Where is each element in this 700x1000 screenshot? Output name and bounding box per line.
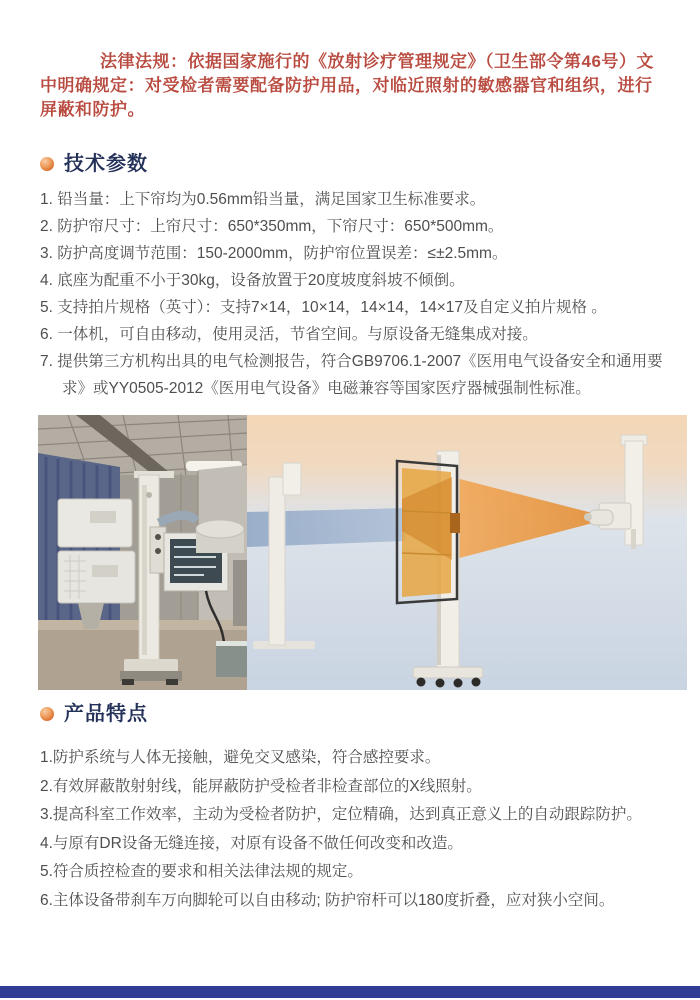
feature-item-4: 4.与原有DR设备无缝连接，对原有设备不做任何改变和改造。 (40, 834, 463, 852)
feature-item-2: 2.有效屏蔽散射射线，能屏蔽防护受检者非检查部位的X线照射。 (40, 777, 482, 795)
protective-curtain-panel (397, 461, 460, 603)
orange-sphere-bullet-icon (40, 157, 54, 171)
features-list (40, 744, 666, 915)
tech-item-7: 7. 提供第三方机构出具的电气检测报告，符合GB9706.1-2007《医用电气设备安全和通用要求》或YY0505-2012《医用电气设备》电磁兼容等国家医疗器械强制性标准。 (40, 353, 663, 397)
legal-notice: 法律法规：依据国家施行的《放射诊疗管理规定》（卫生部令第46号）文中明确规定：对受检者需要配备防护用品，对临近照射的敏感器官和组织，进行屏蔽和防护。 (40, 52, 654, 119)
machine-drum (196, 520, 244, 553)
footer-accent-bar (0, 986, 700, 998)
features-header (40, 700, 148, 728)
tech-item-4: 4. 底座为配重不小于30kg，设备放置于20度坡度斜坡不倾倒。 (40, 272, 465, 289)
protection-curtain-beam-render (247, 415, 687, 690)
orange-sphere-bullet-icon (40, 707, 54, 721)
tech-item-6: 6. 一体机，可自由移动，使用灵活，节省空间。与原设备无缝集成对接。 (40, 326, 538, 343)
tech-item-1: 1. 铅当量：上下帘均为0.56mm铅当量，满足国家卫生标准要求。 (40, 191, 486, 208)
feature-item-5: 5.符合质控检查的要求和相关法律法规的规定。 (40, 863, 363, 880)
tech-params-title: 技术参数 (64, 153, 148, 175)
tech-item-2: 2. 防护帘尺寸：上帘尺寸：650*350mm，下帘尺寸：650*500mm。 (40, 218, 504, 235)
product-figures (38, 415, 687, 690)
x-ray-room-photo (38, 415, 247, 690)
tech-item-3: 3. 防护高度调节范围：150-2000mm，防护帘位置误差：≤±2.5mm。 (40, 245, 508, 262)
tech-item-5: 5. 支持拍片规格（英寸）：支持7×14，10×14，14×14，14×17及自定义拍片规格 。 (40, 299, 607, 316)
feature-item-3: 3.提高科室工作效率，主动为受检者防护，定位精确，达到真正意义上的自动跟踪防护。 (40, 806, 642, 823)
feature-item-1: 1.防护系统与人体无接触，避免交叉感染，符合感控要求。 (40, 749, 441, 766)
tech-params-header (40, 150, 148, 178)
side-rack (233, 560, 247, 626)
side-table (216, 641, 247, 677)
features-title: 产品特点 (64, 703, 148, 725)
tech-params-list (40, 186, 666, 402)
feature-item-6: 6.主体设备带刹车万向脚轮可以自由移动; 防护帘杆可以180度折叠，应对狭小空间。 (40, 891, 615, 909)
